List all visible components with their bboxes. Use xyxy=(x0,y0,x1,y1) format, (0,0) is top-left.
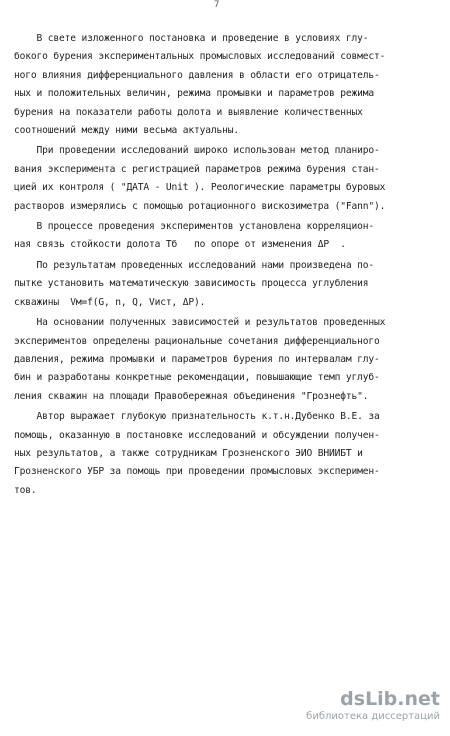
text-line: помощь, оказанную в постановке исследований и обсуждении получен- xyxy=(14,429,380,441)
text-line: ления скважин на площади Правобережная объединения "Грознефть". xyxy=(14,390,369,402)
text-line: ная связь стойкости долота Тб по опоре от изменения ΔР . xyxy=(14,239,346,251)
paragraph xyxy=(14,257,440,312)
watermark-logo xyxy=(304,688,440,728)
text-line: бокого бурения экспериментальных промысловых исследований совмест- xyxy=(14,51,386,63)
text-line: Автор выражает глубокую признательность к.т.н.Дубенко В.Е. за xyxy=(14,411,380,423)
text-line: ного влияния дифференциального давления в области его отрицатель- xyxy=(14,69,380,81)
document-body xyxy=(14,30,440,502)
paragraph xyxy=(14,142,440,216)
text-line: вания эксперимента с регистрацией параметров режима бурения стан- xyxy=(14,163,380,175)
text-line: экспериментов определены рациональные сочетания дифференциального xyxy=(14,335,380,347)
text-line: цией их контроля ( "ДАТА - Unit ). Реологические параметры буровых xyxy=(14,182,386,194)
paragraph xyxy=(14,30,440,140)
paragraph xyxy=(14,218,440,255)
text-line: тов. xyxy=(14,484,37,496)
paragraph xyxy=(14,314,440,406)
text-line: соотношений между ними весьма актуальны. xyxy=(14,125,240,137)
text-line: Грозненского УБР за помощь при проведении промысловых эксперимен- xyxy=(14,466,380,478)
text-line: скважины Vм=f(G, n, Q, Vист, ΔP). xyxy=(14,296,206,308)
text-line: На основании полученных зависимостей и результатов проведенных xyxy=(14,317,386,329)
text-line: бурения на показатели работы долота и выявление количественных xyxy=(14,106,363,118)
text-line: бин и разработаны конкретные рекомендации, повышающие темп углуб- xyxy=(14,372,380,384)
text-line: пытке установить математическую зависимость процесса углубления xyxy=(14,278,369,290)
watermark-site: dsLib.net xyxy=(340,688,440,710)
text-line: При проведении исследований широко использован метод планиро- xyxy=(14,145,380,157)
text-line: ных и положительных величин, режима промывки и параметров режима xyxy=(14,88,375,100)
text-line: растворов измерялись с помощью ротационного вискозиметра ("Fann"). xyxy=(14,200,386,212)
text-line: По результатам проведенных исследований нами произведена по- xyxy=(14,259,375,271)
text-line: В процессе проведения экспериментов установлена корреляцион- xyxy=(14,221,375,233)
text-line: В свете изложенного постановка и проведение в условиях глу- xyxy=(14,33,369,44)
text-line: давления, режима промывки и параметров бурения по интервалам глу- xyxy=(14,353,380,365)
page-mark: 7 xyxy=(214,0,220,10)
watermark-caption: библиотека диссертаций xyxy=(306,711,440,722)
text-line: ных результатов, а также сотрудникам Грозненского ЭИО ВНИИБТ и xyxy=(14,447,363,459)
paragraph xyxy=(14,408,440,500)
